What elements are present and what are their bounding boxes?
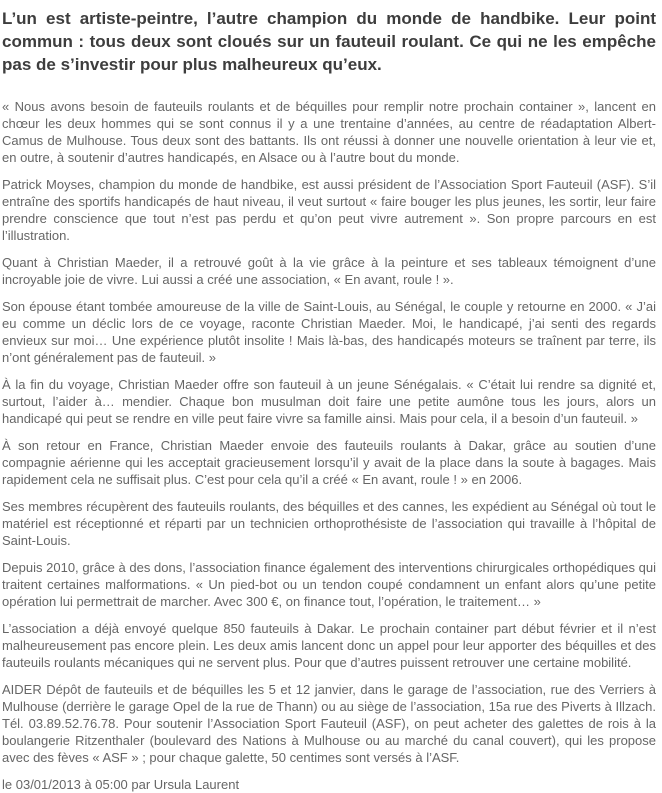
- article-paragraph-membres: Ses membres récupèrent des fauteuils roulants, des béquilles et des cannes, les expédient au Sénégal où tout le matériel est réceptionné et réparti par un technicien orthoprothésiste de l’association qui travaille à l’hôpital de Saint-Louis.: [2, 499, 656, 548]
- article-paragraph-appel-dons: L’association a déjà envoyé quelque 850 fauteuils à Dakar. Le prochain container part début février et il n’est malheureusement pas encore plein. Les deux amis lancent donc un appel pour leur apporter des béquilles et des fauteuils roulants mécaniques qui ne servent plus. Pour que d’autres puissent retrouver une certaine mobilité.: [2, 621, 656, 670]
- article-paragraph-aider-infos: AIDER Dépôt de fauteuils et de béquilles les 5 et 12 janvier, dans le garage de l’association, rue des Verriers à Mulhouse (derrière le garage Opel de la rue de Thann) ou au siège de l’association, 15a rue des Piverts à Illzach. Tél. 03.89.52.76.78. Pour soutenir l’Association Sport Fauteuil (ASF), on peut acheter des galettes de rois à la boulangerie Ritzenthaler (boulevard des Nations à Mulhouse ou au marché du canal couvert), qui les propose avec des fèves « ASF » ; pour chaque galette, 50 centimes sont versés à l’ASF.: [2, 682, 656, 765]
- article-paragraph-lead: « Nous avons besoin de fauteuils roulants et de béquilles pour remplir notre prochain container », lancent en chœur les deux hommes qui se sont connus il y a une trentaine d’années, au centre de réadaptation Albert-Camus de Mulhouse. Tous deux sont des battants. Ils ont réussi à donner une nouvelle orientation à leur vie et, en outre, à soutenir d’autres handicapés, en Alsace ou à l’autre bout du monde.: [2, 99, 656, 165]
- article-paragraph-patrick-moyses: Patrick Moyses, champion du monde de handbike, est aussi président de l’Association Sport Fauteuil (ASF). S’il entraîne des sportifs handicapés de haut niveau, il veut surtout « faire bouger les plus jeunes, les sortir, leur faire prendre conscience que tout n’est pas perdu et qu’on peut vivre autrement ». Son propre parcours en est l’illustration.: [2, 177, 656, 243]
- article-paragraph-retour-en-france: À son retour en France, Christian Maeder envoie des fauteuils roulants à Dakar, grâce au soutien d’une compagnie aérienne qui les acceptait gracieusement lorsqu’il y avait de la place dans la soute à bagages. Mais rapidement cela ne suffisait plus. C’est pour cela qu’il a créé « En avant, roule ! » en 2006.: [2, 438, 656, 487]
- article-paragraph-christian-maeder: Quant à Christian Maeder, il a retrouvé goût à la vie grâce à la peinture et ses tableaux témoignent d’une incroyable joie de vivre. Lui aussi a créé une association, « En avant, roule ! ».: [2, 255, 656, 287]
- article-paragraph-depuis-2010: Depuis 2010, grâce à des dons, l’association finance également des interventions chirurgicales orthopédiques qui traitent certaines malformations. « Un pied-bot ou un tendon coupé condamnent un enfant alors qu’une petite opération lui permettrait de marcher. Avec 300 €, on finance tout, l’opération, le traitement… »: [2, 560, 656, 609]
- article-byline: le 03/01/2013 à 05:00 par Ursula Laurent: [2, 777, 240, 792]
- article-paragraph-fin-du-voyage: À la fin du voyage, Christian Maeder offre son fauteuil à un jeune Sénégalais. « C’était lui rendre sa dignité et, surtout, l’aider à… mendier. Chaque bon musulman doit faire une petite aumône tous les jours, alors un handicapé qui peut se rendre en ville peut faire vivre sa famille ainsi. Mais pour cela, il a besoin d’un fauteuil. »: [2, 377, 656, 426]
- article-headline: L’un est artiste-peintre, l’autre champion du monde de handbike. Leur point commun : tous deux sont cloués sur un fauteuil roulant. Ce qui ne les empêche pas de s’investir pour plus malheureux qu’eux.: [2, 9, 656, 74]
- article-paragraph-saint-louis: Son épouse étant tombée amoureuse de la ville de Saint-Louis, au Sénégal, le couple y retourne en 2000. « J’ai eu comme un déclic lors de ce voyage, raconte Christian Maeder. Moi, le handicapé, j’ai senti des regards envieux sur moi… Une expérience plutôt insolite ! Mais là-bas, des handicapés moteurs se traînent par terre, ils n’ont généralement pas de fauteuil. »: [2, 299, 656, 365]
